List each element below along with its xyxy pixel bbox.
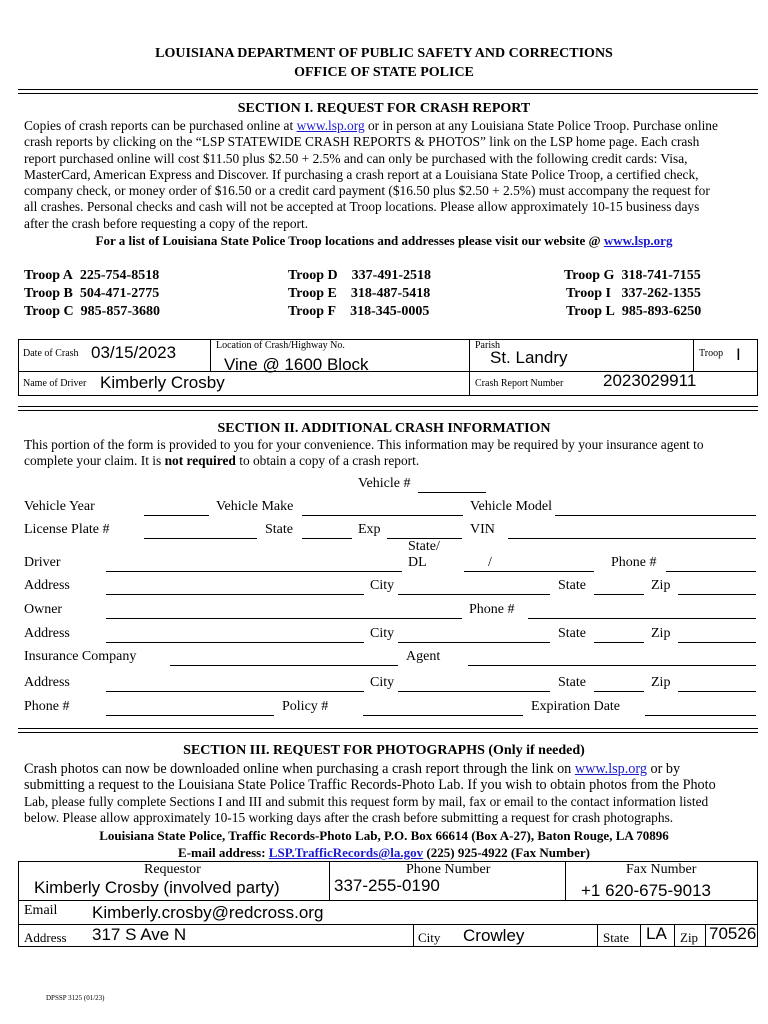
driver-phone-field[interactable]: [666, 571, 756, 572]
vehicle-model-field[interactable]: [555, 515, 756, 516]
phone-number-field[interactable]: 337-255-0190: [334, 876, 440, 895]
photo-lab-email-link[interactable]: LSP.TrafficRecords@la.gov: [268, 845, 424, 860]
section3-title: SECTION III. REQUEST FOR PHOTOGRAPHS (Only if needed): [183, 743, 585, 758]
owner-zip-label: Zip: [651, 626, 671, 641]
form-border: [597, 924, 598, 946]
state-label: State: [603, 930, 629, 945]
troop-field[interactable]: I: [736, 345, 741, 364]
driver-address-label: Address: [24, 578, 70, 593]
insurance-zip-label: Zip: [651, 675, 671, 690]
email-label: Email: [24, 903, 58, 918]
troop-entry: Troop L 985-893-6250: [566, 304, 702, 319]
troop-entry: Troop F 318-345-0005: [288, 304, 430, 319]
policy-label: Policy #: [282, 699, 329, 714]
fax-number-label: Fax Number: [626, 862, 697, 877]
vehicle-model-label: Vehicle Model: [470, 499, 553, 514]
troop-entry: Troop E 318-487-5418: [288, 286, 431, 301]
dl-separator: /: [488, 555, 492, 570]
form-border: [18, 946, 758, 947]
divider: [18, 89, 758, 94]
zip-field[interactable]: 70526: [709, 924, 757, 943]
driver-state-label: State: [558, 578, 586, 593]
troop-entry: Troop I 337-262-1355: [566, 286, 701, 301]
troop-label: Troop: [699, 348, 724, 359]
owner-phone-field[interactable]: [528, 618, 756, 619]
vin-label: VIN: [470, 522, 495, 537]
form-border: [18, 861, 19, 946]
driver-state-field[interactable]: [594, 594, 644, 595]
driver-label: Driver: [24, 555, 61, 570]
owner-city-label: City: [370, 626, 395, 641]
date-label: Date of Crash: [23, 348, 79, 359]
owner-city-field[interactable]: [398, 642, 550, 643]
driver-address-field[interactable]: [106, 594, 364, 595]
owner-field[interactable]: [106, 618, 462, 619]
exp-label: Exp: [358, 522, 381, 537]
form-border: [210, 339, 211, 371]
expiration-date-label: Expiration Date: [531, 699, 621, 714]
insurance-company-label: Insurance Company: [24, 649, 137, 664]
section2-intro: This portion of the form is provided to you for your convenience. This information may be required by your insurance agent to complete your claim. It is not required to obtain a copy of a crash report.: [24, 437, 704, 469]
location-field[interactable]: Vine @ 1600 Block: [224, 355, 369, 374]
troop-column-2: [288, 267, 431, 321]
insurance-city-field[interactable]: [398, 691, 550, 692]
insurance-company-field[interactable]: [170, 665, 398, 666]
form-border: [757, 339, 758, 395]
lsp-link-photos[interactable]: www.lsp.org: [574, 761, 647, 777]
insurance-state-label: State: [558, 675, 586, 690]
state-dl-label: DL: [408, 555, 427, 570]
parish-label: Parish: [475, 340, 500, 351]
owner-label: Owner: [24, 602, 63, 617]
insurance-city-label: City: [370, 675, 395, 690]
photo-lab-contact: E-mail address: LSP.TrafficRecords@la.gov (225) 925-4922 (Fax Number): [178, 845, 590, 860]
owner-state-label: State: [558, 626, 586, 641]
driver-city-label: City: [370, 578, 395, 593]
troop-entry: Troop C 985-857-3680: [24, 304, 160, 319]
owner-address-field[interactable]: [106, 642, 364, 643]
section2-title: SECTION II. ADDITIONAL CRASH INFORMATION: [217, 421, 551, 436]
form-border: [413, 924, 414, 946]
owner-state-field[interactable]: [594, 642, 644, 643]
driver-city-field[interactable]: [398, 594, 550, 595]
owner-zip-field[interactable]: [678, 642, 756, 643]
vehicle-year-label: Vehicle Year: [24, 499, 95, 514]
state-dl-field[interactable]: [464, 571, 594, 572]
requestor-label: Requestor: [144, 862, 201, 877]
troop-entry: Troop D 337-491-2518: [288, 268, 431, 283]
divider: [18, 406, 758, 411]
requestor-field[interactable]: Kimberly Crosby (involved party): [34, 878, 280, 897]
form-border: [693, 339, 694, 371]
lsp-link-website[interactable]: www.lsp.org: [603, 233, 673, 248]
form-border: [565, 861, 566, 900]
plate-state-field[interactable]: [302, 538, 352, 539]
insurance-address-label: Address: [24, 675, 70, 690]
email-field[interactable]: Kimberly.crosby@redcross.org: [92, 903, 324, 922]
report-number-label: Crash Report Number: [475, 378, 564, 389]
section1-title: SECTION I. REQUEST FOR CRASH REPORT: [237, 101, 531, 116]
license-plate-label: License Plate #: [24, 522, 110, 537]
city-label: City: [418, 930, 441, 945]
department-title: LOUISIANA DEPARTMENT OF PUBLIC SAFETY AND CORRECTIONS: [155, 46, 613, 61]
location-label: Location of Crash/Highway No.: [216, 340, 345, 351]
insurance-phone-field[interactable]: [106, 715, 274, 716]
zip-label: Zip: [680, 930, 699, 945]
agent-field[interactable]: [468, 665, 756, 666]
driver-zip-field[interactable]: [678, 594, 756, 595]
driver-field[interactable]: [106, 571, 402, 572]
vehicle-year-field[interactable]: [144, 515, 209, 516]
troop-column-1: [24, 267, 160, 321]
fax-number-field[interactable]: +1 620-675-9013: [581, 881, 711, 900]
vehicle-make-field[interactable]: [302, 515, 463, 516]
driver-zip-label: Zip: [651, 578, 671, 593]
phone-number-label: Phone Number: [406, 862, 491, 877]
section3-paragraph: Crash photos can now be downloaded online when purchasing a crash report through the link on www.lsp.org or by submitting a request to the Louisiana State Police Traffic Records-Photo Lab. If you wish to obtain photos from the Photo Lab, please fully complete Sections I and III and submit this request form by mail, fax or email to the contact information listed below. Please allow approximately 10-15 working days after the crash before submitting a request for crash photographs.: [24, 761, 716, 825]
state-field[interactable]: LA: [646, 924, 667, 943]
section1-paragraph: Copies of crash reports can be purchased online at www.lsp.org or in person at any Louisiana State Police Troop. Purchase online crash reports by clicking on the “LSP STATEWIDE CRASH REPORTS & PHOTOS” link on the LSP home page. Each crash report purchased online will cost $11.50 plus $2.50 + 2.5% and can only be purchased with the following credit cards: Visa, MasterCard, American Express and Discover. If purchasing a crash report at a Louisiana State Police Troop, a certified check, company check, or money order of $16.50 or a credit card payment ($16.50 plus $2.50 + 2.5%) must accompany the request for all crashes. Personal checks and cash will not be accepted at Troop locations. Please allow approximately 10-15 business days after the crash before requesting a copy of the report.: [24, 118, 718, 231]
photo-lab-address: Louisiana State Police, Traffic Records-Photo Lab, P.O. Box 66614 (Box A-27), Baton Rouge, LA 70896: [99, 828, 669, 843]
form-border: [640, 924, 641, 946]
address-field[interactable]: 317 S Ave N: [92, 925, 187, 944]
form-border: [674, 924, 675, 946]
driver-phone-label: Phone #: [611, 555, 657, 570]
insurance-zip-field[interactable]: [678, 691, 756, 692]
driver-name-field[interactable]: Kimberly Crosby: [100, 373, 225, 392]
owner-address-label: Address: [24, 626, 70, 641]
state-dl-label-top: State/: [408, 539, 440, 554]
license-plate-field[interactable]: [144, 538, 257, 539]
driver-name-label: Name of Driver: [23, 378, 87, 389]
insurance-phone-label: Phone #: [24, 699, 70, 714]
troop-column-3: [564, 267, 701, 321]
form-border: [18, 395, 758, 396]
lsp-link[interactable]: www.lsp.org: [296, 118, 365, 133]
form-border: [757, 861, 758, 946]
divider: [18, 728, 758, 733]
insurance-state-field[interactable]: [594, 691, 644, 692]
parish-field[interactable]: St. Landry: [490, 348, 568, 367]
office-title: OFFICE OF STATE POLICE: [294, 65, 474, 80]
plate-state-label: State: [265, 522, 293, 537]
form-border: [18, 339, 758, 340]
vehicle-number-field[interactable]: [418, 492, 486, 493]
agent-label: Agent: [406, 649, 441, 664]
form-border: [469, 339, 470, 395]
troop-entry: Troop A 225-754-8518: [24, 268, 160, 283]
website-note: For a list of Louisiana State Police Troop locations and addresses please visit our website @ www.lsp.org: [95, 233, 673, 248]
form-border: [18, 339, 19, 395]
form-border: [329, 861, 330, 900]
vehicle-number-label: Vehicle #: [358, 476, 411, 491]
owner-phone-label: Phone #: [469, 602, 515, 617]
troop-entry: Troop G 318-741-7155: [564, 268, 701, 283]
date-of-crash-field[interactable]: 03/15/2023: [91, 343, 177, 362]
troop-entry: Troop B 504-471-2775: [24, 286, 160, 301]
policy-field[interactable]: [363, 715, 523, 716]
insurance-address-field[interactable]: [106, 691, 364, 692]
expiration-date-field[interactable]: [645, 715, 756, 716]
vin-field[interactable]: [508, 538, 756, 539]
city-field[interactable]: Crowley: [463, 926, 525, 945]
vehicle-make-label: Vehicle Make: [216, 499, 294, 514]
report-number-field[interactable]: 2023029911: [603, 371, 697, 390]
address-label: Address: [24, 930, 67, 945]
form-id: DPSSP 3125 (01/23): [46, 994, 105, 1002]
form-border: [705, 924, 706, 946]
